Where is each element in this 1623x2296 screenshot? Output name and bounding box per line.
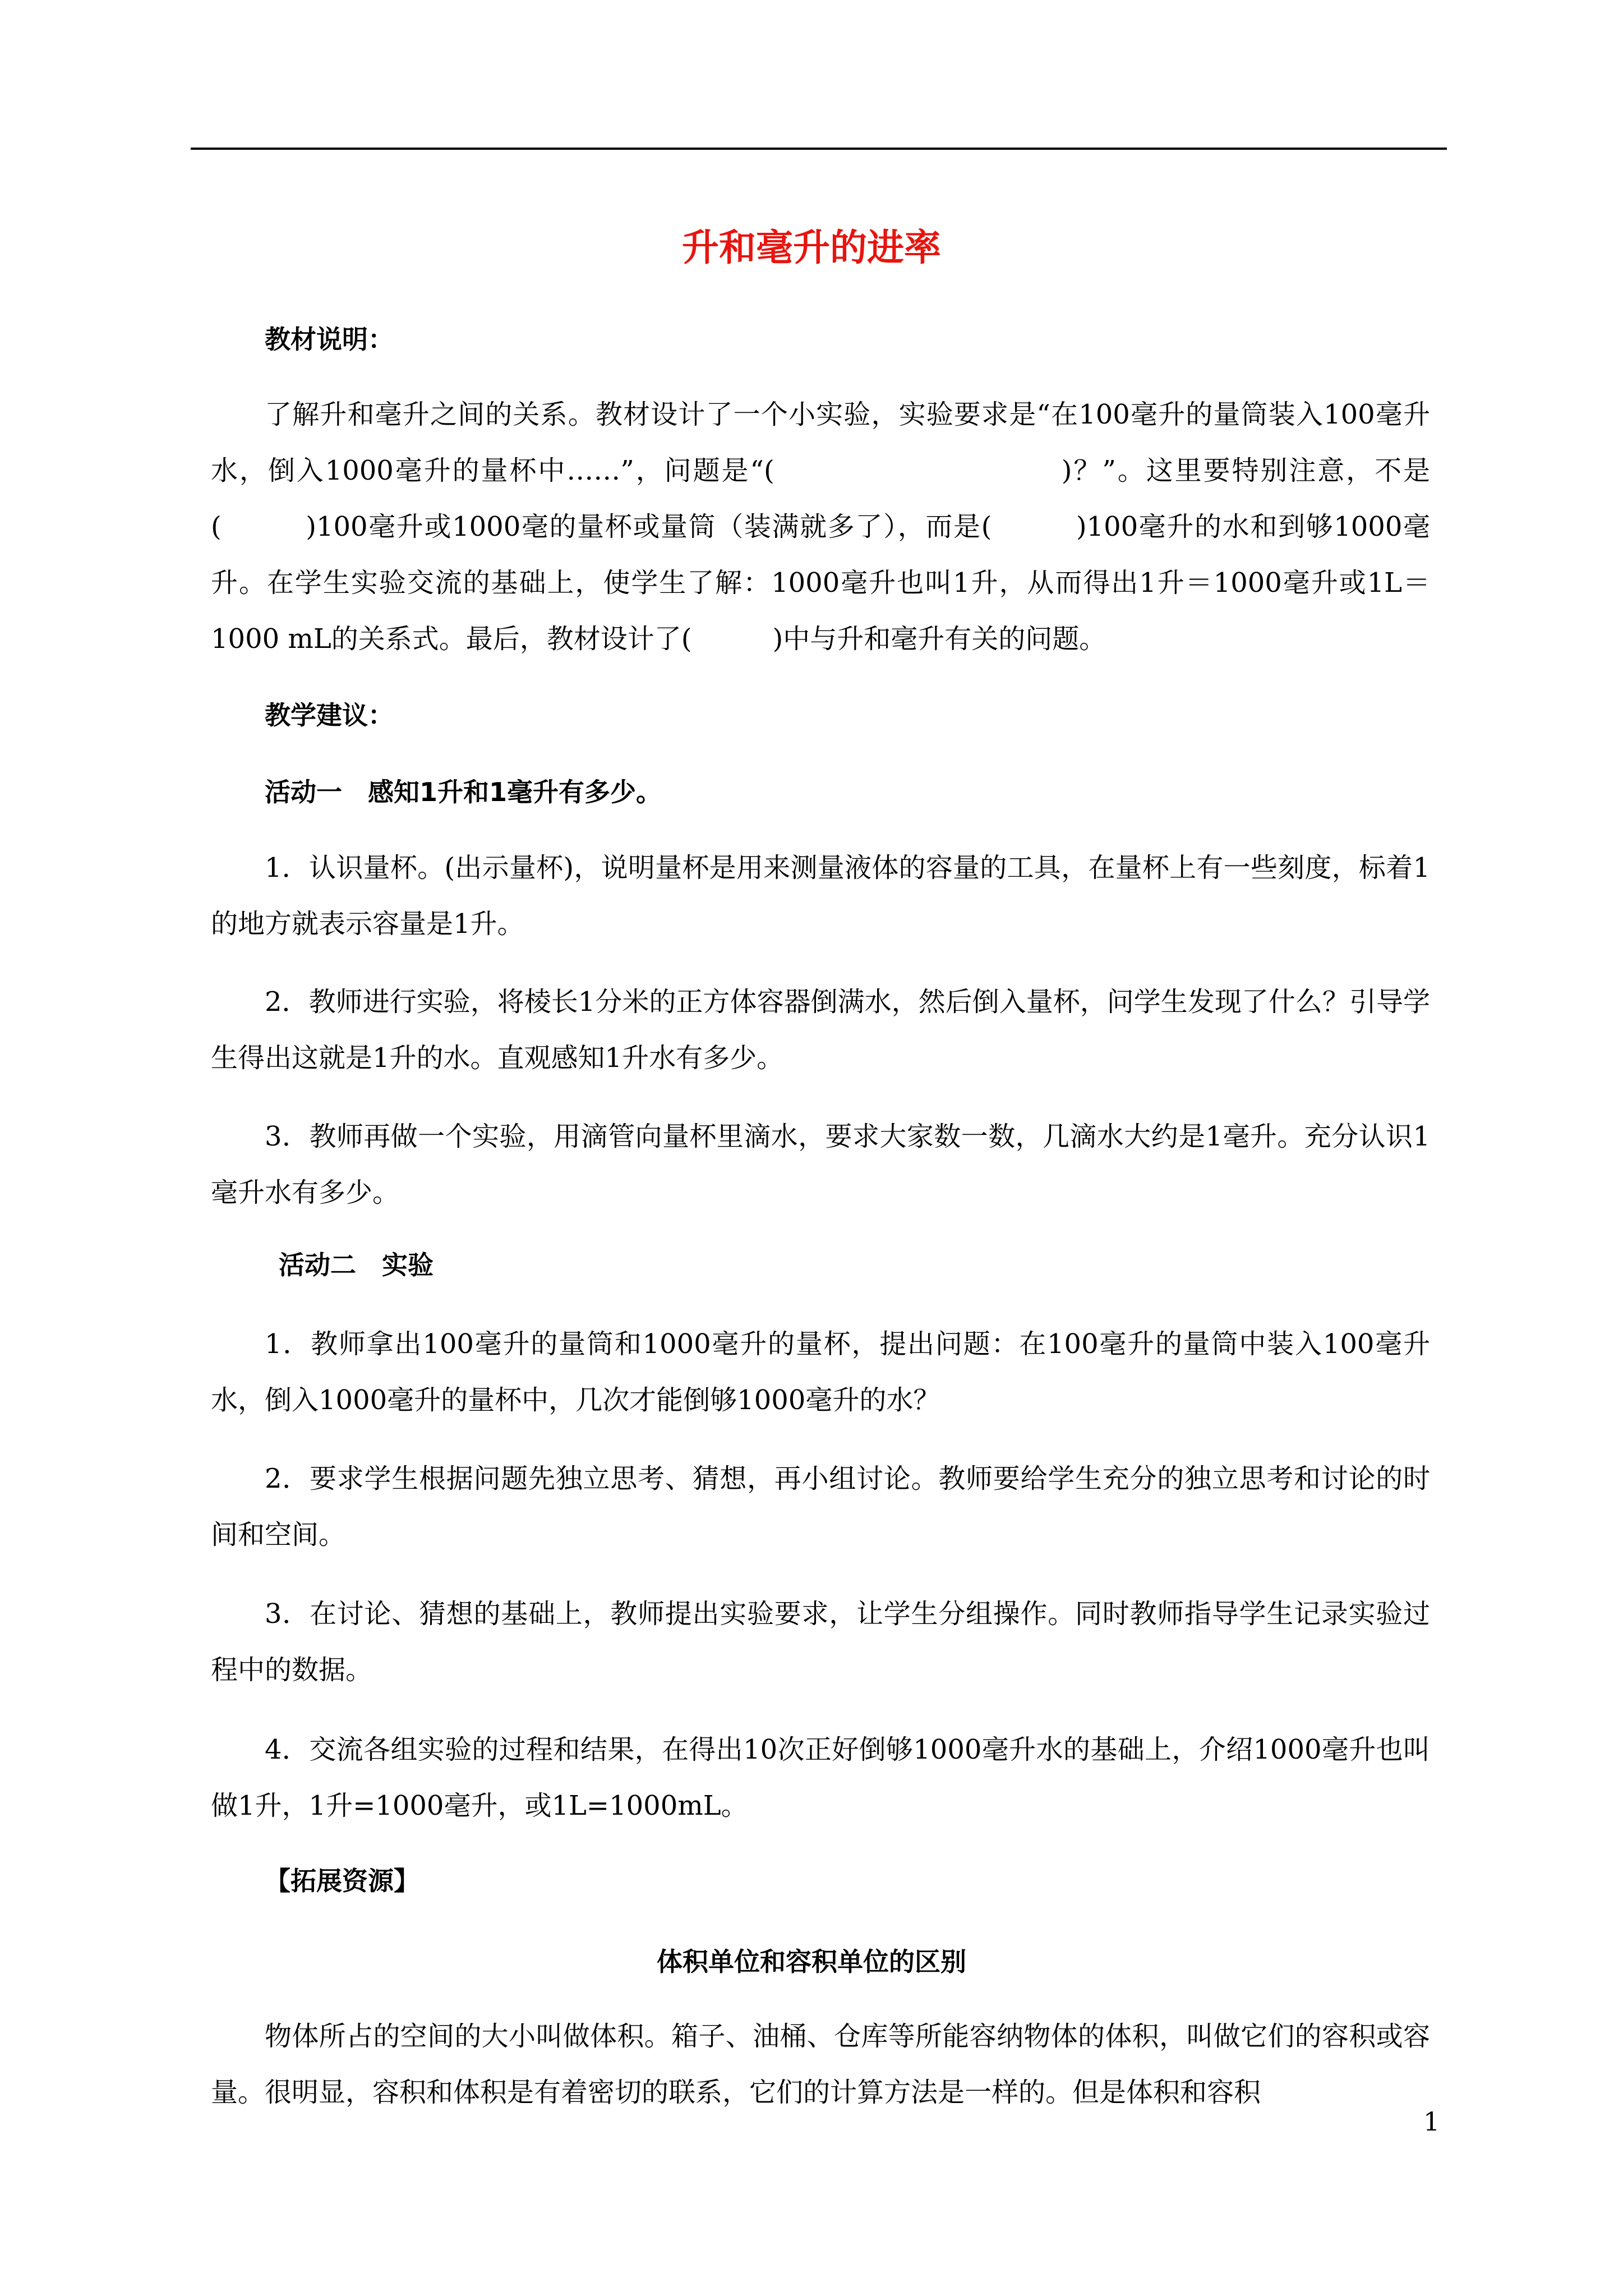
activity2-item-2: 2．要求学生根据问题先独立思考、猜想，再小组讨论。教师要给学生充分的独立思考和讨论的时间和空间。 [211,1463,1430,1550]
activity2-item-3: 3．在讨论、猜想的基础上，教师提出实验要求，让学生分组操作。同时教师指导学生记录实验过程中的数据。 [211,1598,1430,1686]
section-heading-teaching-suggestions: 教学建议： [265,700,394,730]
header-rule [191,148,1447,150]
document-title: 升和毫升的进率 [682,226,941,269]
extended-resources-subtitle: 体积单位和容积单位的区别 [657,1947,966,1977]
activity1-item-1: 1．认识量杯。(出示量杯)，说明量杯是用来测量液体的容量的工具，在量杯上有一些刻度，标着1的地方就表示容量是1升。 [211,852,1430,940]
activity2-item-1: 1．教师拿出100毫升的量筒和1000毫升的量杯，提出问题：在100毫升的量筒中装入100毫升水，倒入1000毫升的量杯中，几次才能倒够1000毫升的水？ [211,1328,1430,1416]
extended-resources-paragraph: 物体所占的空间的大小叫做体积。箱子、油桶、仓库等所能容纳物体的体积，叫做它们的容积或容量。很明显，容积和体积是有着密切的联系，它们的计算方法是一样的。但是体积和容积 [211,2021,1430,2108]
page-number: 1 [1423,2106,1440,2137]
activity1-item-2: 2．教师进行实验，将棱长1分米的正方体容器倒满水，然后倒入量杯，问学生发现了什么？引导学生得出这就是1升的水。直观感知1升水有多少。 [211,986,1430,1074]
activity1-item-3: 3．教师再做一个实验，用滴管向量杯里滴水，要求大家数一数，几滴水大约是1毫升。充分认识1毫升水有多少。 [211,1121,1430,1208]
activity1-heading: 活动一 感知1升和1毫升有多少。 [265,777,662,807]
activity2-item-4: 4．交流各组实验的过程和结果，在得出10次正好倒够1000毫升水的基础上，介绍1000毫升也叫做1升，1升=1000毫升，或1L=1000mL。 [211,1734,1430,1821]
section-heading-textbook-notes: 教材说明： [265,324,394,355]
activity2-heading: 活动二 实验 [279,1250,434,1280]
extended-resources-heading: 【拓展资源】 [265,1866,419,1896]
textbook-notes-paragraph: 了解升和毫升之间的关系。教材设计了一个小实验，实验要求是“在100毫升的量筒装入100毫升水，倒入1000毫升的量杯中……”，问题是“( )？”。这里要特别注意，不是( )100毫升或1000毫的量杯或量筒（装满就多了），而是( )100毫升的水和到够1000毫升。在学生实验交流的基础上，使学生了解：1000毫升也叫1升，从而得出1升＝1000毫升或1L＝1000 mL的关系式。最后，教材设计了( )中与升和毫升有关的问题。 [211,399,1430,655]
